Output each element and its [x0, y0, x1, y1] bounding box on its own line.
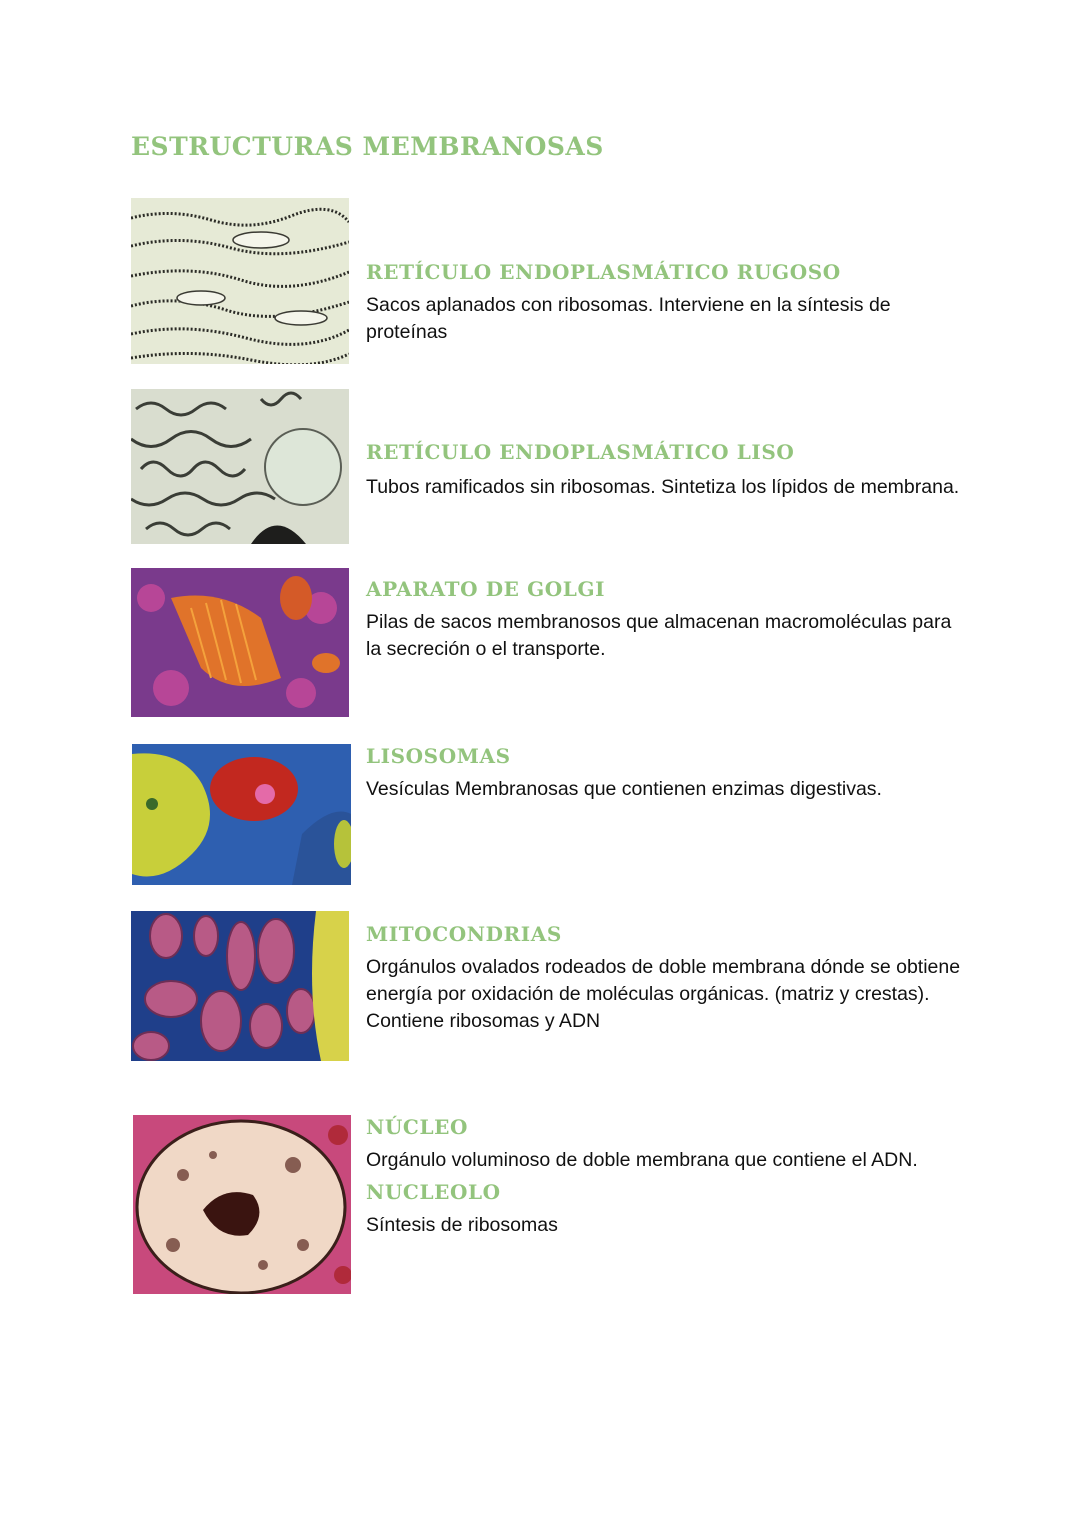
section-heading: MITOCONDRIAS — [366, 922, 562, 946]
section-description: Pilas de sacos membranosos que almacenan macromoléculas para la secreción o el transporte. — [366, 611, 952, 660]
section-heading: LISOSOMAS — [366, 744, 511, 768]
rough-er-image — [131, 198, 349, 364]
section-subdescription: Síntesis de ribosomas — [366, 1214, 558, 1236]
section-rough-er — [366, 258, 966, 346]
section-heading: NÚCLEO — [366, 1115, 468, 1139]
section-heading: APARATO DE GOLGI — [366, 577, 606, 601]
section-lysosomes — [366, 742, 966, 803]
section-heading: RETÍCULO ENDOPLASMÁTICO RUGOSO — [366, 260, 841, 284]
section-description: Orgánulo voluminoso de doble membrana que contiene el ADN. — [366, 1149, 918, 1171]
mitochondria-image — [131, 911, 349, 1061]
lysosome-image — [132, 744, 351, 885]
section-description: Sacos aplanados con ribosomas. Interviene en la síntesis de proteínas — [366, 294, 891, 343]
section-heading: RETÍCULO ENDOPLASMÁTICO LISO — [366, 440, 795, 464]
smooth-er-image — [131, 389, 349, 544]
golgi-image — [131, 568, 349, 717]
nucleus-image — [133, 1115, 351, 1294]
section-description: Vesículas Membranosas que contienen enzimas digestivas. — [366, 778, 882, 800]
section-description: Orgánulos ovalados rodeados de doble membrana dónde se obtiene energía por oxidación de moléculas orgánicas. (matriz y crestas). Contiene ribosomas y ADN — [366, 956, 961, 1032]
section-golgi — [366, 575, 966, 663]
section-nucleus — [366, 1113, 966, 1239]
section-smooth-er — [366, 438, 966, 502]
section-mitochondria — [366, 920, 966, 1035]
page-title: ESTRUCTURAS MEMBRANOSAS — [131, 132, 604, 161]
section-description: Tubos ramificados sin ribosomas. Sintetiza los lípidos de membrana. — [366, 476, 960, 498]
section-subheading: NUCLEOLO — [366, 1180, 501, 1204]
